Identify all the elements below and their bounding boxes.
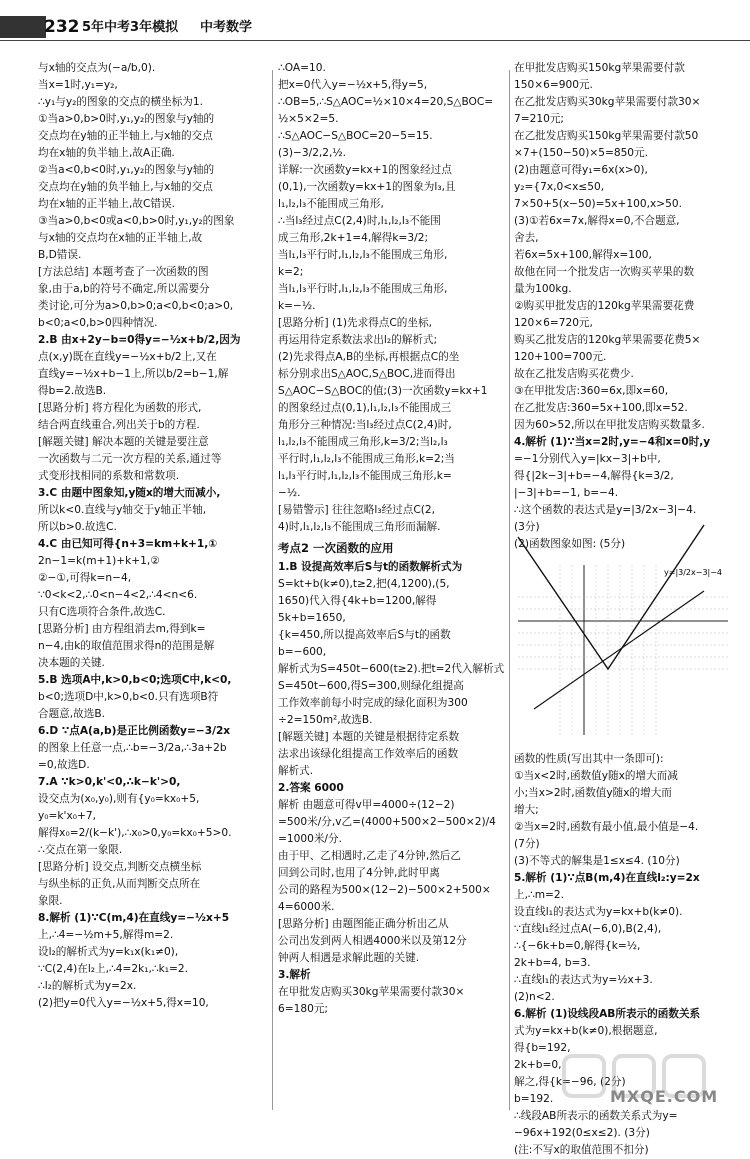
text-line: ∵C(2,4)在l₂上,∴4=2k₁,∴k₁=2.	[38, 963, 188, 975]
text-line: 上,∴m=2.	[514, 889, 565, 901]
text-line: S=450t−600,得S=300,则绿化组提高	[278, 680, 464, 692]
column-3-top-text	[514, 60, 736, 553]
text-line: ∴线段AB所表示的函数关系式为y=	[514, 1110, 678, 1122]
text-line: 的图象经过点(0,1),l₁,l₂,l₃不能围成三	[278, 402, 452, 414]
text-line: 7.A ∵k>0,k'<0,∴k−k'>0,	[38, 776, 181, 788]
header-rule	[0, 40, 750, 41]
text-line: =500米/分,v乙=(4000+500×2−500×2)/4	[278, 816, 496, 828]
text-line: b=192.	[514, 1093, 554, 1105]
text-line: 故他在同一个批发店一次购买苹果的数	[514, 266, 695, 278]
text-line: b<0;选项D中,k>0,b<0.只有选项B符	[38, 691, 219, 703]
text-column-2	[278, 60, 506, 1120]
text-line: 因为60>52,所以在甲批发店购买数量多.	[514, 419, 705, 431]
text-line: 5.B 选项A中,k>0,b<0;选项C中,k<0,	[38, 674, 232, 686]
text-column-1	[38, 60, 266, 1120]
text-line: (3)−3/2,2,½.	[278, 147, 347, 159]
text-line: ①当x<2时,函数值y随x的增大而减	[514, 770, 678, 782]
text-line: ∴y₁与y₂的图象的交点的横坐标为1.	[38, 96, 204, 108]
text-line: 象限.	[38, 895, 63, 907]
text-line: 150×6=900元.	[514, 79, 593, 91]
text-line: 象,由于a,b的符号不确定,所以需要分	[38, 283, 210, 295]
text-line: 函数的性质(写出其中一条即可):	[514, 753, 664, 765]
text-line: ∵直线l₁经过点A(−6,0),B(2,4),	[514, 923, 662, 935]
text-line: 解析式.	[278, 765, 314, 777]
text-line: 2.B 由x+2y−b=0得y=−½x+b/2,因为	[38, 334, 241, 346]
text-line: 的图象上任意一点,∴b=−3/2a,∴3a+2b	[38, 742, 227, 754]
column-divider	[272, 70, 273, 1110]
text-line: ×7+(150−50)×5=850元.	[514, 147, 649, 159]
text-line: 只有C选项符合条件,故选C.	[38, 606, 166, 618]
text-line: [解题关键] 本题的关键是根据待定系数	[278, 731, 460, 743]
text-line: 解得x₀=2/(k−k'),∴x₀>0,y₀=kx₀+5>0.	[38, 827, 232, 839]
text-line: 7=210元;	[514, 113, 564, 125]
text-line: n−4,由k的取值范围求得n的范围是解	[38, 640, 215, 652]
text-line: 购买乙批发店的120kg苹果需要花费5×	[514, 334, 701, 346]
text-line: 解析 由题意可得v甲=4000÷(12−2)	[278, 799, 455, 811]
function-graph	[514, 559, 732, 739]
text-line: 设交点为(x₀,y₀),则有{y₀=kx₀+5,	[38, 793, 200, 805]
text-line: b=−600,	[278, 646, 327, 658]
text-line: [思路分析] 由题图能正确分析出乙从	[278, 918, 449, 930]
text-line: 解析式为S=450t−600(t≥2).把t=2代入解析式	[278, 663, 505, 675]
text-line: 均在x轴的正半轴上,故C错误.	[38, 198, 175, 210]
text-line: ③在甲批发店:360=6x,即x=60,	[514, 385, 669, 397]
text-line: 在乙批发店购买150kg苹果需要付款50	[514, 130, 699, 142]
text-line: 6=180元;	[278, 1003, 328, 1015]
text-line: S=kt+b(k≠0),t≥2,把(4,1200),(5,	[278, 578, 450, 590]
text-line: 式为y=kx+b(k≠0),根据题意,	[514, 1025, 658, 1037]
text-line: 设l₂的解析式为y=k₁x(k₁≠0),	[38, 946, 179, 958]
text-line: ②当a<0,b<0时,y₁,y₂的图象与y轴的	[38, 164, 215, 176]
text-line: 在乙批发店购买30kg苹果需要付款30×	[514, 96, 701, 108]
text-line: [思路分析] (1)先求得点C的坐标,	[278, 317, 432, 329]
book-title: 5年中考3年模拟	[82, 20, 179, 35]
text-column-3	[514, 60, 736, 1156]
text-line: [解题关键] 解决本题的关键是要注意	[38, 436, 209, 448]
text-line: 结合两直线重合,列出关于b的方程.	[38, 419, 200, 431]
text-line: 当x=1时,y₁=y₂,	[38, 79, 118, 91]
text-line: (3)①若6x=7x,解得x=0,不合题意,	[514, 215, 680, 227]
text-line: 舍去,	[514, 232, 539, 244]
subject-title: 中考数学	[200, 20, 253, 35]
text-line: 1.B 设提高效率后S与t的函数解析式为	[278, 561, 463, 573]
text-line: 120+100=700元.	[514, 351, 607, 363]
text-line: 详解:一次函数y=kx+1的图象经过点	[278, 164, 452, 176]
text-line: 得{b=192,	[514, 1042, 571, 1054]
text-line: (2)函数图象如图: (5分)	[514, 538, 626, 550]
text-line: 成三角形,2k+1=4,解得k=3/2;	[278, 232, 429, 244]
text-line: ②购买甲批发店的120kg苹果需要花费	[514, 300, 695, 312]
text-line: 决本题的关键.	[38, 657, 105, 669]
text-line: 再运用待定系数法求出l₂的解析式;	[278, 334, 438, 346]
text-line: [思路分析] 将方程化为函数的形式,	[38, 402, 202, 414]
text-line: k=−½.	[278, 300, 316, 312]
text-line: b<0;a<0,b>0四种情况.	[38, 317, 158, 329]
text-line: 点(x,y)既在直线y=−½x+b/2上,又在	[38, 351, 217, 363]
auxiliary-line	[534, 591, 704, 709]
text-line: 1650)代入得{4k+b=1200,解得	[278, 595, 437, 607]
text-line: ∴交点在第一象限.	[38, 844, 123, 856]
text-line: 公司出发到两人相遇4000米以及第12分	[278, 935, 467, 947]
text-line: 式变形找相同的系数和常数项.	[38, 470, 180, 482]
text-line: y₂={7x,0<x≤50,	[514, 181, 605, 193]
text-line: 2k+b=4, b=3.	[514, 957, 591, 969]
text-line: 8.解析 (1)∵C(m,4)在直线y=−½x+5	[38, 912, 230, 924]
text-line: [方法总结] 本题考查了一次函数的图	[38, 266, 209, 278]
column-divider	[509, 70, 510, 1110]
text-line: ∴直线l₁的表达式为y=½x+3.	[514, 974, 653, 986]
text-line: (3分)	[514, 521, 540, 533]
text-line: (注:不写x的取值范围不扣分)	[514, 1144, 649, 1156]
text-line: 增大;	[514, 804, 539, 816]
text-line: [思路分析] 设交点,判断交点横坐标	[38, 861, 202, 873]
text-line: 量为100kg.	[514, 283, 572, 295]
text-line: 4)时,l₁,l₂,l₃不能围成三角形而漏解.	[278, 521, 441, 533]
text-line: ∴l₂的解析式为y=2x.	[38, 980, 137, 992]
text-line: 交点均在y轴的正半轴上,与x轴的交点	[38, 130, 213, 142]
text-line: 6.D ∵点A(a,b)是正比例函数y=−3/2x	[38, 725, 231, 737]
text-line: 2k+b=0,	[514, 1059, 562, 1071]
text-line: 得b=2.故选B.	[38, 385, 107, 397]
text-line: 3.解析	[278, 969, 311, 981]
text-line: 若6x=5x+100,解得x=100,	[514, 249, 652, 261]
text-line: 当l₁,l₃平行时,l₁,l₂,l₃不能围成三角形,	[278, 249, 448, 261]
text-line: 直线y=−½x+b−1上,所以b/2=b−1,解	[38, 368, 229, 380]
text-line: ∵0<k<2,∴0<n−4<2,∴4<n<6.	[38, 589, 198, 601]
text-line: 3.C 由题中图象知,y随x的增大而减小,	[38, 487, 221, 499]
text-line: 钟两人相遇是求解此题的关键.	[278, 952, 420, 964]
text-line: 设直线l₁的表达式为y=kx+b(k≠0).	[514, 906, 683, 918]
text-line: (2)先求得点A,B的坐标,再根据点C的坐	[278, 351, 460, 363]
text-line: 所以b>0.故选C.	[38, 521, 117, 533]
text-line: 4.解析 (1)∵当x=2时,y=−4和x=0时,y	[514, 436, 711, 448]
text-line: |−3|+b=−1, b=−4.	[514, 487, 619, 499]
text-line: ∴OB=5,∴S△AOC=½×10×4=20,S△BOC=	[278, 96, 494, 108]
text-line: 4=6000米.	[278, 901, 335, 913]
text-line: −½.	[278, 487, 301, 499]
text-line: 在甲批发店购买150kg苹果需要付款	[514, 62, 685, 74]
text-line: 公司的路程为500×(12−2)−500×2+500×	[278, 884, 491, 896]
text-line: 7×50+5(x−50)=5x+100,x>50.	[514, 198, 682, 210]
text-line: ÷2=150m²,故选B.	[278, 714, 373, 726]
text-line: [思路分析] 由方程组消去m,得到k=	[38, 623, 206, 635]
text-line: 得{|2k−3|+b=−4,解得{k=3/2,	[514, 470, 674, 482]
text-line: 5.解析 (1)∵点B(m,4)在直线l₂:y=2x	[514, 872, 700, 884]
text-line: 在甲批发店购买30kg苹果需要付款30×	[278, 986, 465, 998]
text-line: 4.C 由已知可得{n+3=km+k+1,①	[38, 538, 218, 550]
text-line: 把x=0代入y=−½x+5,得y=5,	[278, 79, 428, 91]
text-line: ∴OA=10.	[278, 62, 326, 74]
text-line: 平行时,l₁,l₂,l₃不能围成三角形,k=2;当	[278, 453, 455, 465]
text-line: l₁,l₂,l₃不能围成三角形,k=3/2;当l₂,l₃	[278, 436, 448, 448]
text-line: 法求出该绿化组提高工作效率后的函数	[278, 748, 459, 760]
text-line: {k=450,所以提高效率后S与t的函数	[278, 629, 451, 641]
text-line: 2.答案 6000	[278, 782, 344, 794]
text-line: 标分别求出S△AOC,S△BOC,进而得出	[278, 368, 456, 380]
text-line: ∴{−6k+b=0,解得{k=½,	[514, 940, 641, 952]
text-line: B,D错误.	[38, 249, 82, 261]
watermark-text: MXQE.COM	[610, 1087, 719, 1106]
graph-label: y=|3/2x−3|−4	[664, 568, 723, 577]
text-line: =1000米/分.	[278, 833, 342, 845]
text-line: S△AOC−S△BOC的值;(3)一次函数y=kx+1	[278, 385, 488, 397]
text-line: 5k+b=1650,	[278, 612, 346, 624]
text-line: [易错警示] 往往忽略l₃经过点C(2,	[278, 504, 435, 516]
text-line: 在乙批发店:360=5x+100,即x=52.	[514, 402, 688, 414]
text-line: −96x+192(0≤x≤2). (3分)	[514, 1127, 650, 1139]
text-line: l₁,l₃平行时,l₁,l₂,l₃不能围成三角形,k=	[278, 470, 452, 482]
text-line: (2)把y=0代入y=−½x+5,得x=10,	[38, 997, 209, 1009]
text-line: (0,1),一次函数y=kx+1的图象为l₃,且	[278, 181, 456, 193]
text-line: =0,故选D.	[38, 759, 90, 771]
text-line: 角形分三种情况:当l₃经过点C(2,4)时,	[278, 419, 452, 431]
text-line: (2)n<2.	[514, 991, 555, 1003]
text-line: 由于甲、乙相遇时,乙走了4分钟,然后乙	[278, 850, 461, 862]
text-line: ∴这个函数的表达式是y=|3/2x−3|−4.	[514, 504, 697, 516]
text-line: 考点2 一次函数的应用	[278, 541, 394, 555]
text-line: 解之,得{k=−96, (2分)	[514, 1076, 626, 1088]
text-line: 一次函数与二元一次方程的关系,通过等	[38, 453, 222, 465]
text-line: =−1分别代入y=|kx−3|+b中,	[514, 453, 661, 465]
text-line: ∴S△AOC−S△BOC=20−5=15.	[278, 130, 433, 142]
text-line: 回到公司时,也用了4分钟,此时甲离	[278, 867, 440, 879]
text-line: 类讨论,可分为a>0,b>0;a<0,b<0;a>0,	[38, 300, 234, 312]
page-header	[0, 0, 750, 40]
text-line: 2n−1=k(m+1)+k+1,②	[38, 555, 160, 567]
text-line: 工作效率前每小时完成的绿化面积为300	[278, 697, 468, 709]
text-line: y₀=k'x₀+7,	[38, 810, 96, 822]
text-line: ②当x=2时,函数有最小值,最小值是−4.	[514, 821, 699, 833]
header-bar	[0, 16, 46, 38]
page-number: 232	[44, 17, 80, 37]
text-line: 上,∴4=−½m+5,解得m=2.	[38, 929, 174, 941]
text-line: ②−①,可得k=n−4,	[38, 572, 132, 584]
text-line: 合题意,故选B.	[38, 708, 105, 720]
text-line: l₁,l₂,l₃不能围成三角形,	[278, 198, 384, 210]
text-line: 与x轴的交点为(−a/b,0).	[38, 62, 156, 74]
text-line: (3)不等式的解集是1≤x≤4. (10分)	[514, 855, 680, 867]
text-line: (2)由题意可得y₁=6x(x>0),	[514, 164, 648, 176]
text-line: 当l₁,l₃平行时,l₁,l₂,l₃不能围成三角形,	[278, 283, 448, 295]
text-line: ③当a>0,b<0或a<0,b>0时,y₁,y₂的图象	[38, 215, 235, 227]
text-line: 故在乙批发店购买花费少.	[514, 368, 634, 380]
text-line: 与纵坐标的正负,从而判断交点所在	[38, 878, 201, 890]
text-line: 6.解析 (1)设线段AB所表示的函数关系	[514, 1008, 701, 1020]
text-line: 交点均在y轴的负半轴上,与x轴的交点	[38, 181, 213, 193]
text-line: 小;当x>2时,函数值y随x的增大而	[514, 787, 672, 799]
text-line: 与x轴的交点均在x轴的正半轴上,故	[38, 232, 203, 244]
text-line: k=2;	[278, 266, 304, 278]
text-line: 120×6=720元,	[514, 317, 593, 329]
text-line: ½×5×2=5.	[278, 113, 339, 125]
text-line: 所以k<0.直线与y轴交于y轴正半轴,	[38, 504, 207, 516]
text-line: (7分)	[514, 838, 540, 850]
text-line: ①当a>0,b>0时,y₁,y₂的图象与y轴的	[38, 113, 215, 125]
text-line: 均在x轴的负半轴上,故A正确.	[38, 147, 175, 159]
text-line: ∴当l₃经过点C(2,4)时,l₁,l₂,l₃不能围	[278, 215, 441, 227]
